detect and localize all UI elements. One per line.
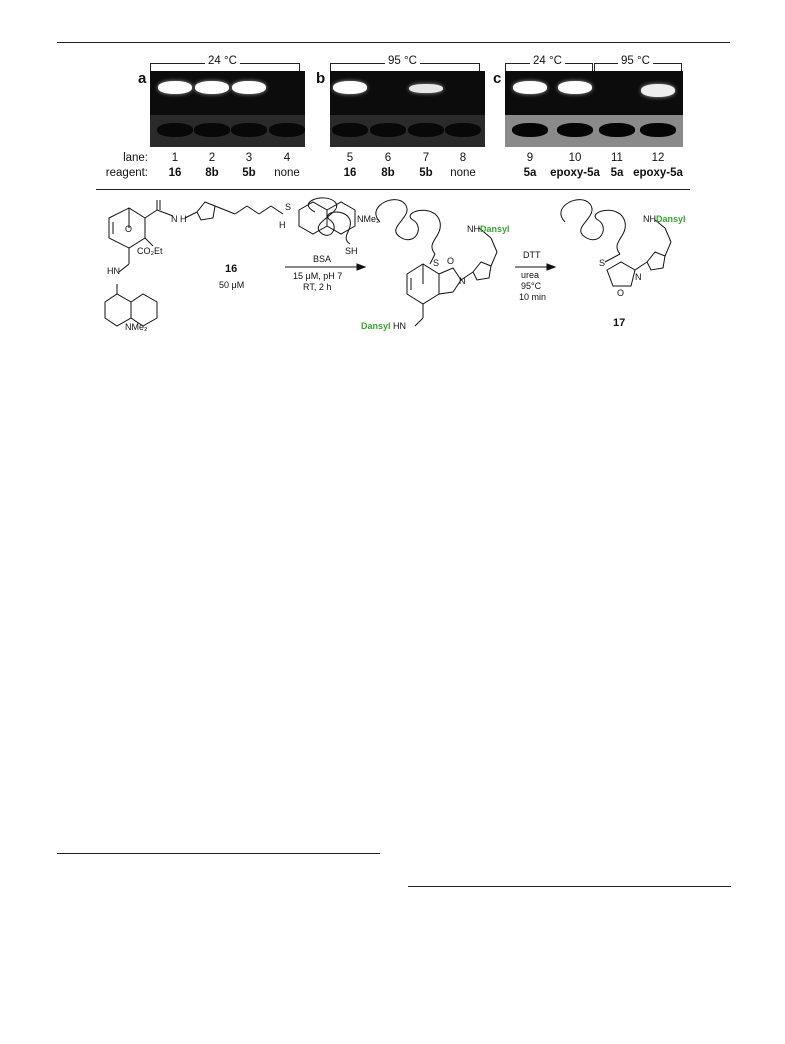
arrow2-line2: urea xyxy=(521,270,540,280)
lane-number-9: 9 xyxy=(526,152,534,164)
gel-band-bottom-lane-10 xyxy=(557,123,593,137)
reagent-label-8: none xyxy=(450,167,476,179)
gel-band-top-lane-2 xyxy=(195,81,229,94)
panel-letter-b: b xyxy=(316,70,326,87)
sh-label: SH xyxy=(345,246,358,256)
gel-band-bottom-lane-3 xyxy=(231,123,267,137)
footnote-rule-left xyxy=(57,853,380,854)
lane-number-10: 10 xyxy=(568,152,582,164)
product-n: N xyxy=(635,272,642,282)
lane-number-1: 1 xyxy=(171,152,179,164)
gel-band-top-lane-10 xyxy=(558,81,592,94)
intermediate-nh: NH xyxy=(467,224,480,234)
reagent-label-11: 5a xyxy=(610,167,624,179)
arrow2-line4: 10 min xyxy=(519,292,547,302)
gel-band-bottom-lane-4 xyxy=(269,123,305,137)
gel-band-bottom-lane-2 xyxy=(194,123,230,137)
nme2-top-label: NMe₂ xyxy=(357,214,380,224)
conditions-2: RT, 2 h xyxy=(303,282,332,292)
temp-label-c-left: 24 °C xyxy=(530,55,565,67)
product-o: O xyxy=(617,288,625,298)
s-label-16: S xyxy=(285,202,292,212)
temp-label-a: 24 °C xyxy=(205,55,240,67)
conditions-1: 15 μM, pH 7 xyxy=(293,271,343,281)
reagent-label-4: none xyxy=(274,167,300,179)
nh-label-16: N H xyxy=(171,214,187,224)
product-nh: NH xyxy=(643,214,656,224)
panel-letter-a: a xyxy=(138,70,147,87)
arrow2-line1: DTT xyxy=(523,250,541,260)
intermediate-s: S xyxy=(433,258,440,268)
lane-number-12: 12 xyxy=(651,152,665,164)
reagent-label-5: 16 xyxy=(343,167,357,179)
gel-band-bottom-lane-12 xyxy=(640,123,676,137)
gel-band-top-lane-9 xyxy=(513,81,547,94)
intermediate-hn: HN xyxy=(393,321,406,331)
reagent-row-label: reagent: xyxy=(105,167,148,179)
co2et-label: CO₂Et xyxy=(137,246,163,256)
nme2-bottom-label: NMe₂ xyxy=(125,322,148,332)
gel-band-top-lane-1 xyxy=(158,81,192,94)
footnote-rule-right xyxy=(408,886,731,887)
panel-letter-c: c xyxy=(493,70,502,87)
gel-band-bottom-lane-6 xyxy=(370,123,406,137)
reagent-label-3: 5b xyxy=(242,167,256,179)
top-rule xyxy=(57,42,730,43)
reagent-label-9: 5a xyxy=(523,167,537,179)
hn-label: HN xyxy=(107,266,120,276)
product-s: S xyxy=(599,258,606,268)
reagent-label-12: epoxy-5a xyxy=(633,167,683,179)
intermediate-dansyl-top: Dansyl xyxy=(480,224,510,234)
lane-number-7: 7 xyxy=(422,152,430,164)
reaction-scheme xyxy=(95,192,695,332)
gel-band-bottom-lane-8 xyxy=(445,123,481,137)
intermediate-dansyl-bottom: Dansyl xyxy=(361,321,391,331)
lane-number-6: 6 xyxy=(384,152,392,164)
lane-number-5: 5 xyxy=(346,152,354,164)
lane-number-4: 4 xyxy=(283,152,291,164)
lane-number-2: 2 xyxy=(208,152,216,164)
reagent-label-6: 8b xyxy=(381,167,395,179)
gel-band-top-lane-12 xyxy=(641,84,675,97)
gel-band-bottom-lane-7 xyxy=(408,123,444,137)
lane-number-3: 3 xyxy=(245,152,253,164)
gel-band-top-lane-7 xyxy=(409,84,443,93)
reagent-label-7: 5b xyxy=(419,167,433,179)
gel-band-bottom-lane-11 xyxy=(599,123,635,137)
temp-label-b: 95 °C xyxy=(385,55,420,67)
reagent-label-1: 16 xyxy=(168,167,182,179)
intermediate-n: N xyxy=(459,276,466,286)
o-label: O xyxy=(125,224,133,234)
temp-label-c-right: 95 °C xyxy=(618,55,653,67)
h-label-16: H xyxy=(279,220,286,230)
gel-band-bottom-lane-1 xyxy=(157,123,193,137)
bsa-label: BSA xyxy=(313,254,332,264)
gel-band-top-lane-5 xyxy=(333,81,367,94)
lane-number-11: 11 xyxy=(611,152,623,164)
compound-17-label: 17 xyxy=(613,317,626,329)
reagent-label-2: 8b xyxy=(205,167,219,179)
compound-16-label: 16 xyxy=(225,263,238,275)
gel-band-bottom-lane-5 xyxy=(332,123,368,137)
mid-rule xyxy=(96,189,690,190)
gel-band-bottom-lane-9 xyxy=(512,123,548,137)
lane-row-label: lane: xyxy=(123,152,148,164)
intermediate-o: O xyxy=(447,256,455,266)
lane-number-8: 8 xyxy=(459,152,467,164)
product-dansyl: Dansyl xyxy=(656,214,686,224)
arrow2-line3: 95°C xyxy=(521,281,542,291)
reagent-label-10: epoxy-5a xyxy=(550,167,600,179)
gel-band-top-lane-3 xyxy=(232,81,266,94)
compound-16-conc: 50 μM xyxy=(219,280,245,290)
